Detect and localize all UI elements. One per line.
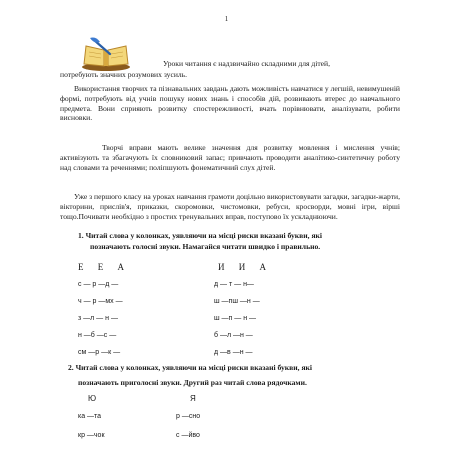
task1-col1-word: н —б —с — bbox=[78, 332, 117, 339]
task2-col1-word: кр —чок bbox=[78, 432, 105, 439]
task2-col1-header: Ю bbox=[88, 394, 97, 403]
task1-col2-word: д — т — н— bbox=[214, 281, 254, 288]
open-book-with-quill-icon bbox=[80, 36, 132, 72]
task2-col1-word: ка —та bbox=[78, 413, 102, 420]
task1-col1-word: з —л — н — bbox=[78, 315, 118, 322]
page-number: 1 bbox=[224, 15, 229, 23]
paragraph-creative-exercises: Творчі вправи мають велике значення для розвитку мовлення і мислення учнів; активізують та збагачують їх словниковий запас; привчають проводити аналітико-синтетичну роботу над словами та реченнями; поліпшують фонематичний слух дітей. bbox=[60, 143, 400, 172]
task1-col2-word: б —л —н — bbox=[214, 332, 253, 339]
task1-col1-word: с — р —д — bbox=[78, 281, 119, 288]
task2-col2-word: р —сно bbox=[176, 413, 201, 420]
intro-rest-line: потребують значних розумових зусиль. bbox=[60, 70, 188, 79]
task1-col1-word: см —р —к — bbox=[78, 349, 121, 356]
task2-col2-header: Я bbox=[190, 394, 196, 403]
intro-first-line: Уроки читання є надзвичайно складними для дітей, bbox=[163, 59, 330, 68]
task1-col1-header: Е Е А bbox=[78, 262, 126, 272]
task1-col2-word: д —в —н — bbox=[214, 349, 253, 356]
task2-col2-word: с —йво bbox=[176, 432, 200, 439]
task2-instruction-line1: 2. Читай слова у колонках, уявляючи на місці риски вказані букви, які bbox=[68, 363, 313, 372]
task1-col2-word: ш —пш —н — bbox=[214, 298, 260, 305]
task1-col1-word: ч — р —мх — bbox=[78, 298, 123, 305]
task1-instruction-line1: 1. Читай слова у колонках, уявляючи на місці риски вказані букви, які bbox=[78, 231, 323, 240]
task1-instruction-line2: позначають голосні звуки. Намагайся читати швидко і правильно. bbox=[90, 242, 321, 251]
task1-col2-header: И И А bbox=[218, 262, 268, 272]
paragraph-creative-tasks: Використання творчих та пізнавальних завдань дають можливість навчатися у легшій, невимушеній формі, потребують від учнів пошуку нових знань і способів дій, розвивають втерес до навчального предмета. Вони сприяють розвитку спостережливості, вчать порівнювати, аналізувати, робити висновки. bbox=[60, 84, 400, 123]
paragraph-first-grade: Уже з першого класу на уроках навчання грамоти доцільно використовувати загадки, загадки-жарти, вікторини, прислів'я, приказки, скоромовки, чистомовки, ребуси, кросворди, мовні ігри, вірші тощо.Почивати необхідно з простих тренувальних вправ, поступово їх ускладнюючи. bbox=[60, 192, 400, 221]
task1-col2-word: ш —п — н — bbox=[214, 315, 257, 322]
task2-instruction-line2: позначають приголосні звуки. Другий раз читай слова рядочками. bbox=[78, 378, 307, 387]
